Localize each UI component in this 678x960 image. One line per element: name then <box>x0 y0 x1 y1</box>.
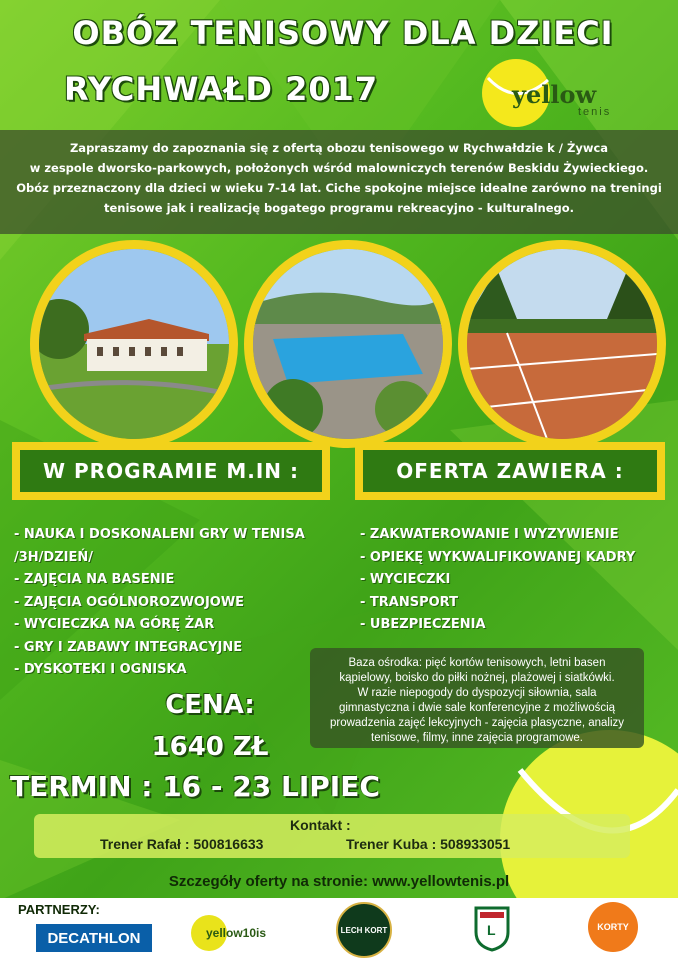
legia-logo-letter: L <box>487 922 496 938</box>
intro-band <box>0 130 678 234</box>
program-list <box>14 524 344 682</box>
legia-logo <box>472 904 512 952</box>
partners-label: PARTNERZY: <box>18 902 100 917</box>
page-title: OBÓZ TENISOWY DLA DZIECI <box>72 14 614 52</box>
contact-box <box>34 814 630 858</box>
intro-text-line: Obóz przeznaczony dla dzieci w wieku 7-14 lat. Ciche spokojne miejsce idealne zarówno na treningi <box>16 181 662 195</box>
list-item: - ZAJĘCIA NA BASENIE <box>14 572 175 587</box>
list-item: - DYSKOTEKI I OGNISKA <box>14 662 187 677</box>
contact-heading: Kontakt : <box>290 817 351 833</box>
intro-text-line: w zespole dworsko-parkowych, położonych wśród malowniczych terenów Beskidu Żywieckiego. <box>29 161 649 175</box>
page-subtitle: RYCHWAŁD 2017 <box>64 70 379 108</box>
info-text-line: prowadzenia zajęć lekcyjnych - zajęcia plasyczne, analizy <box>329 717 625 729</box>
list-item: /3H/DZIEŃ/ <box>14 549 93 565</box>
list-item: - OPIEKĘ WYKWALIFIKOWANEJ KADRY <box>360 549 636 565</box>
trainer-rafal-phone: Trener Rafał : 500816633 <box>100 836 264 852</box>
lech-kort-logo <box>336 902 392 958</box>
price-value: 1640 ZŁ <box>151 732 269 762</box>
yellow10is-text: yellow10is <box>206 926 267 940</box>
facility-info-box <box>310 648 644 748</box>
list-item: - GRY I ZABAWY INTEGRACYJNE <box>14 639 243 655</box>
program-heading: W PROGRAMIE M.IN : <box>43 459 299 483</box>
list-item: - ZAKWATEROWANIE I WYZYWIENIE <box>360 527 619 542</box>
yellow-tenis-logo <box>478 58 628 128</box>
info-text-line: kąpielowy, boisko do piłki nożnej, plażowej i siatkówki. <box>339 672 615 684</box>
price-label: CENA: <box>165 690 255 720</box>
info-text-line: tenisowe, filmy, inne zajęcia programowe. <box>371 732 583 744</box>
photo-tennis-court <box>458 240 666 448</box>
list-item: - ZAJĘCIA OGÓLNOROZWOJOWE <box>14 594 245 610</box>
list-item: - WYCIECZKA NA GÓRĘ ŻAR <box>14 617 215 632</box>
info-text-line: Baza ośrodka: pięć kortów tenisowych, letni basen <box>348 657 606 669</box>
logo-subtext: tenis <box>578 106 612 118</box>
term-text: TERMIN : 16 - 23 LIPIEC <box>10 770 380 803</box>
lech-kort-text: LECH KORT <box>340 925 388 935</box>
info-text-line: W razie niepogody do dyspozycji siłownia, sala <box>357 687 597 699</box>
list-item: - TRANSPORT <box>360 594 458 610</box>
offer-heading: OFERTA ZAWIERA : <box>396 459 624 483</box>
trainer-kuba-phone: Trener Kuba : 508933051 <box>346 836 511 852</box>
logo-text: yellow <box>512 80 597 109</box>
korty-logo-text: KORTY <box>597 922 629 932</box>
website-link[interactable]: Szczegóły oferty na stronie: www.yellowtenis.pl <box>168 873 510 890</box>
intro-text-line: Zapraszamy do zapoznania się z ofertą obozu tenisowego w Rychwałdzie k / Żywca <box>69 141 609 155</box>
decathlon-logo-text: DECATHLON <box>47 929 141 947</box>
decathlon-logo <box>36 924 152 952</box>
korty-logo <box>588 902 638 952</box>
photo-swimming-pool <box>244 240 452 448</box>
list-item: - NAUKA I DOSKONALENI GRY W TENISA <box>14 527 305 542</box>
photo-manor-house <box>30 240 238 448</box>
list-item: - UBEZPIECZENIA <box>360 617 486 632</box>
yellow10is-logo <box>190 914 310 954</box>
partners-bar <box>0 898 678 960</box>
list-item: - WYCIECZKI <box>360 572 451 587</box>
offer-banner <box>355 442 665 500</box>
offer-list <box>360 524 660 637</box>
program-banner <box>12 442 330 500</box>
intro-text-line: tenisowe jak i realizację bogatego programu rekreacyjno - kulturalnego. <box>103 201 575 215</box>
info-text-line: gimnastyczna i dwie sale konferencyjne z możliwością <box>338 702 616 714</box>
